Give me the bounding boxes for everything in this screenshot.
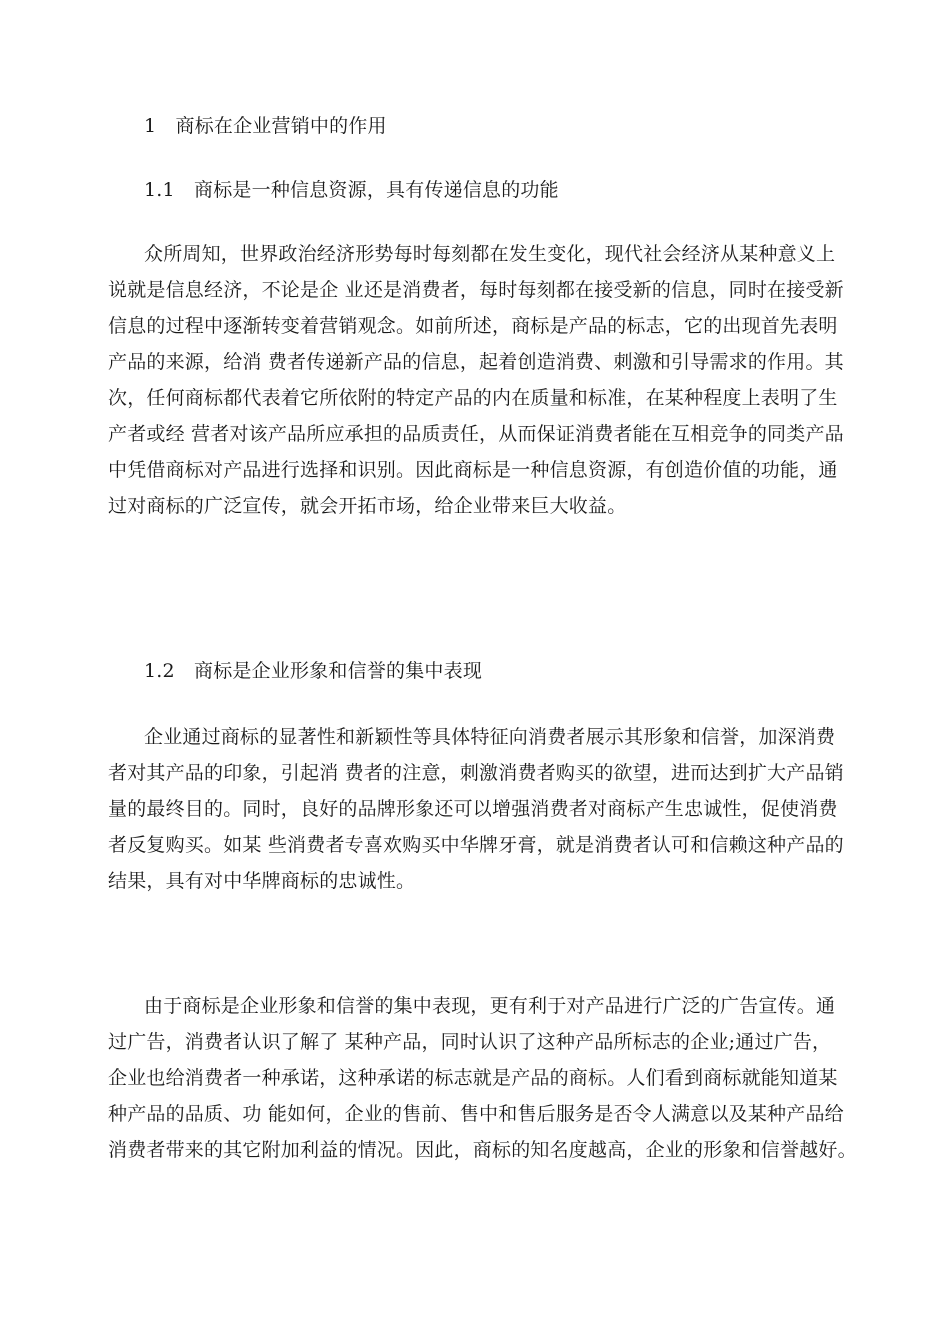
paragraph-1: [108, 236, 844, 524]
paragraph-line: 产者或经 营者对该产品所应承担的品质责任，从而保证消费者能在互相竞争的同类产品: [108, 423, 844, 445]
paragraph-line: 种产品的品质、功 能如何，企业的售前、售中和售后服务是否令人满意以及某种产品给: [108, 1103, 844, 1125]
paragraph-line: 过对商标的广泛宣传，就会开拓市场，给企业带来巨大收益。: [108, 495, 627, 517]
paragraph-line: 过广告，消费者认识了解了 某种产品，同时认识了这种产品所标志的企业;通过广告，: [108, 1031, 832, 1053]
paragraph-line: 中凭借商标对产品进行选择和识别。因此商标是一种信息资源，有创造价值的功能，通: [108, 459, 838, 481]
paragraph-line: 者对其产品的印象，引起消 费者的注意，刺激消费者购买的欲望，进而达到扩大产品销: [108, 762, 844, 784]
paragraph-2: [108, 719, 844, 899]
paragraph-3: [108, 988, 857, 1168]
paragraph-line: 消费者带来的其它附加利益的情况。因此，商标的知名度越高，企业的形象和信誉越好。: [108, 1139, 857, 1161]
paragraph-line: 量的最终目的。同时，良好的品牌形象还可以增强消费者对商标产生忠诚性，促使消费: [108, 798, 838, 820]
paragraph-line: 次，任何商标都代表着它所依附的特定产品的内在质量和标准，在某种程度上表明了生: [108, 387, 838, 409]
section-heading-1-2: 1.2 商标是企业形象和信誉的集中表现: [144, 660, 483, 682]
section-heading-1-1: 1.1 商标是一种信息资源，具有传递信息的功能: [144, 179, 559, 201]
section-heading-1: 1 商标在企业营销中的作用: [144, 115, 387, 137]
paragraph-line: 信息的过程中逐渐转变着营销观念。如前所述，商标是产品的标志，它的出现首先表明: [108, 315, 838, 337]
paragraph-line: 结果，具有对中华牌商标的忠诚性。: [108, 870, 416, 892]
paragraph-line: 企业也给消费者一种承诺，这种承诺的标志就是产品的商标。人们看到商标就能知道某: [108, 1067, 838, 1089]
paragraph-line: 产品的来源，给消 费者传递新产品的信息，起着创造消费、刺激和引导需求的作用。其: [108, 351, 844, 373]
paragraph-line: 说就是信息经济，不论是企 业还是消费者，每时每刻都在接受新的信息，同时在接受新: [108, 279, 844, 301]
paragraph-line: 企业通过商标的显著性和新颖性等具体特征向消费者展示其形象和信誉，加深消费: [144, 726, 836, 748]
paragraph-line: 由于商标是企业形象和信誉的集中表现，更有利于对产品进行广泛的广告宣传。通: [144, 995, 836, 1017]
paragraph-line: 者反复购买。如某 些消费者专喜欢购买中华牌牙膏，就是消费者认可和信赖这种产品的: [108, 834, 844, 856]
paragraph-line: 众所周知，世界政治经济形势每时每刻都在发生变化，现代社会经济从某种意义上: [144, 243, 836, 265]
